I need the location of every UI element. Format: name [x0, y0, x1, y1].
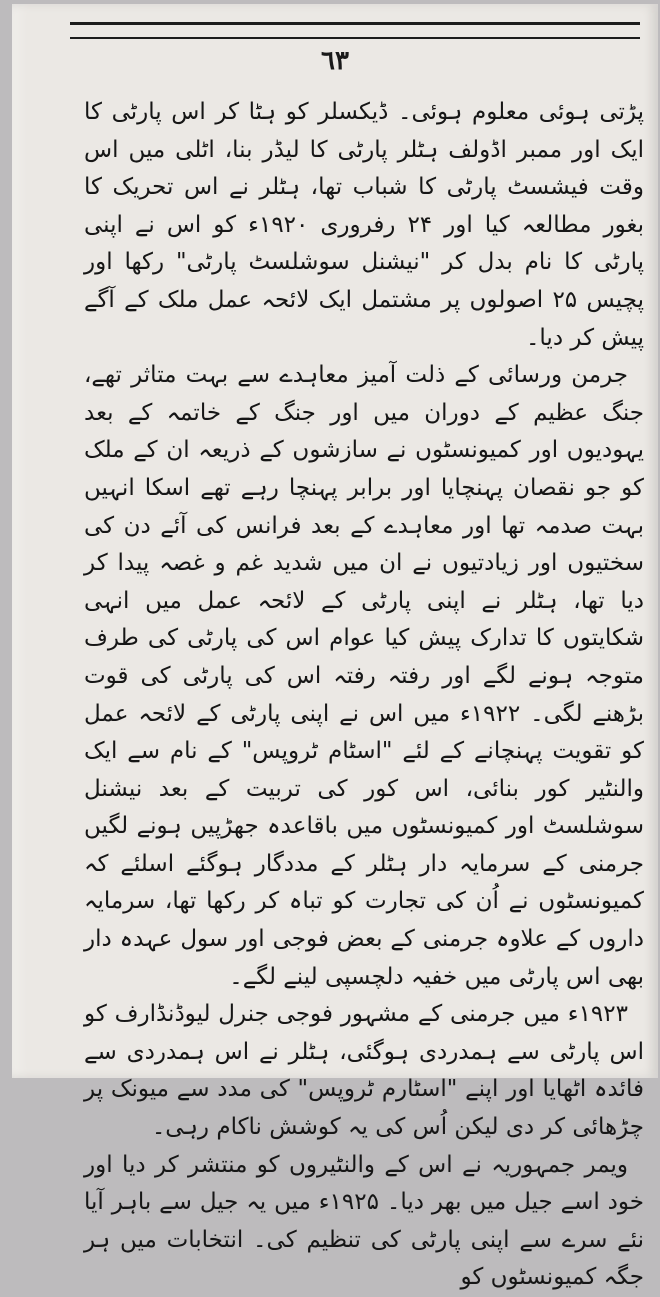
- paragraph-2: جرمن ورسائی کے ذلت آمیز معاہدے سے بہت متاثر تھے، جنگ عظیم کے دوران میں اور جنگ کے خاتمہ کے بعد یہودیوں اور کمیونسٹوں نے سازشوں کے ذریعہ ان کے ملک کو جو نقصان پہنچایا اور برابر پہنچا رہے تھے اسکا انہیں بہت صدمہ تھا اور معاہدے کے بعد فرانس کی آئے دن کی سختیوں اور زیادتیوں نے ان میں شدید غم و غصہ پیدا کر دیا تھا، ہٹلر نے اپنی پارٹی کے لائحہ عمل میں انہی شکایتوں کا تدارک پیش کیا عوام اس کی پارٹی کی طرف متوجہ ہونے لگے اور رفتہ رفتہ اس کی پارٹی کی قوت بڑھنے لگی۔ ۱۹۲۲ء میں اس نے اپنی پارٹی کے لائحہ عمل کو تقویت پہنچانے کے لئے "اسٹام ٹروپس" کے نام سے ایک والنٹیر کور بنائی، اس کور کی تربیت کے بعد نیشنل سوشلسٹ اور کمیونسٹوں میں باقاعدہ جھڑپیں ہونے لگیں جرمنی کے سرمایہ دار ہٹلر کے مددگار ہوگئے اسلئے کہ کمیونسٹوں نے اُن کی تجارت کو تباہ کر رکھا تھا، سرمایہ داروں کے علاوہ جرمنی کے بعض فوجی اور سول عہدہ دار بھی اس پارٹی میں خفیہ دلچسپی لینے لگے۔: [84, 362, 644, 990]
- paragraph-4: ویمر جمہوریہ نے اس کے والنٹیروں کو منتشر کر دیا اور خود اسے جیل میں بھر دیا۔ ۱۹۲۵ء میں یہ جیل سے باہر آیا نئے سرے سے اپنی پارٹی کی تنظیم کی۔ انتخابات میں ہر جگہ کمیونسٹوں کو: [84, 1151, 644, 1291]
- page-body: [84, 94, 644, 1297]
- header-rule-top: [70, 22, 640, 25]
- header-rule-bottom: [70, 37, 640, 39]
- paragraph-3: ۱۹۲۳ء میں جرمنی کے مشہور فوجی جنرل لیوڈنڈارف کو اس پارٹی سے ہمدردی ہوگئی، ہٹلر نے اس ہمدردی سے فائدہ اٹھایا اور اپنے "اسٹارم ٹروپس" کی مدد سے میونک پر چڑھائی کر دی لیکن اُس کی یہ کوشش ناکام رہی۔: [84, 1001, 644, 1141]
- paragraph-1: پڑتی ہوئی معلوم ہوئی۔ ڈیکسلر کو ہٹا کر اس پارٹی کا ایک اور ممبر اڈولف ہٹلر پارٹی کا لیڈر بنا، اٹلی میں اس وقت فیشسٹ پارٹی کا شباب تھا، ہٹلر نے اس تحریک کا بغور مطالعہ کیا اور ۲۴ رفروری ۱۹۲۰ء کو اس نے اپنی پارٹی کا نام بدل کر "نیشنل سوشلسٹ پارٹی" رکھا اور پچیس ۲۵ اصولوں پر مشتمل ایک لائحہ عمل ملک کے آگے پیش کر دیا۔: [84, 99, 645, 351]
- page-number: ٦٣: [321, 46, 349, 76]
- book-page: [12, 4, 658, 1291]
